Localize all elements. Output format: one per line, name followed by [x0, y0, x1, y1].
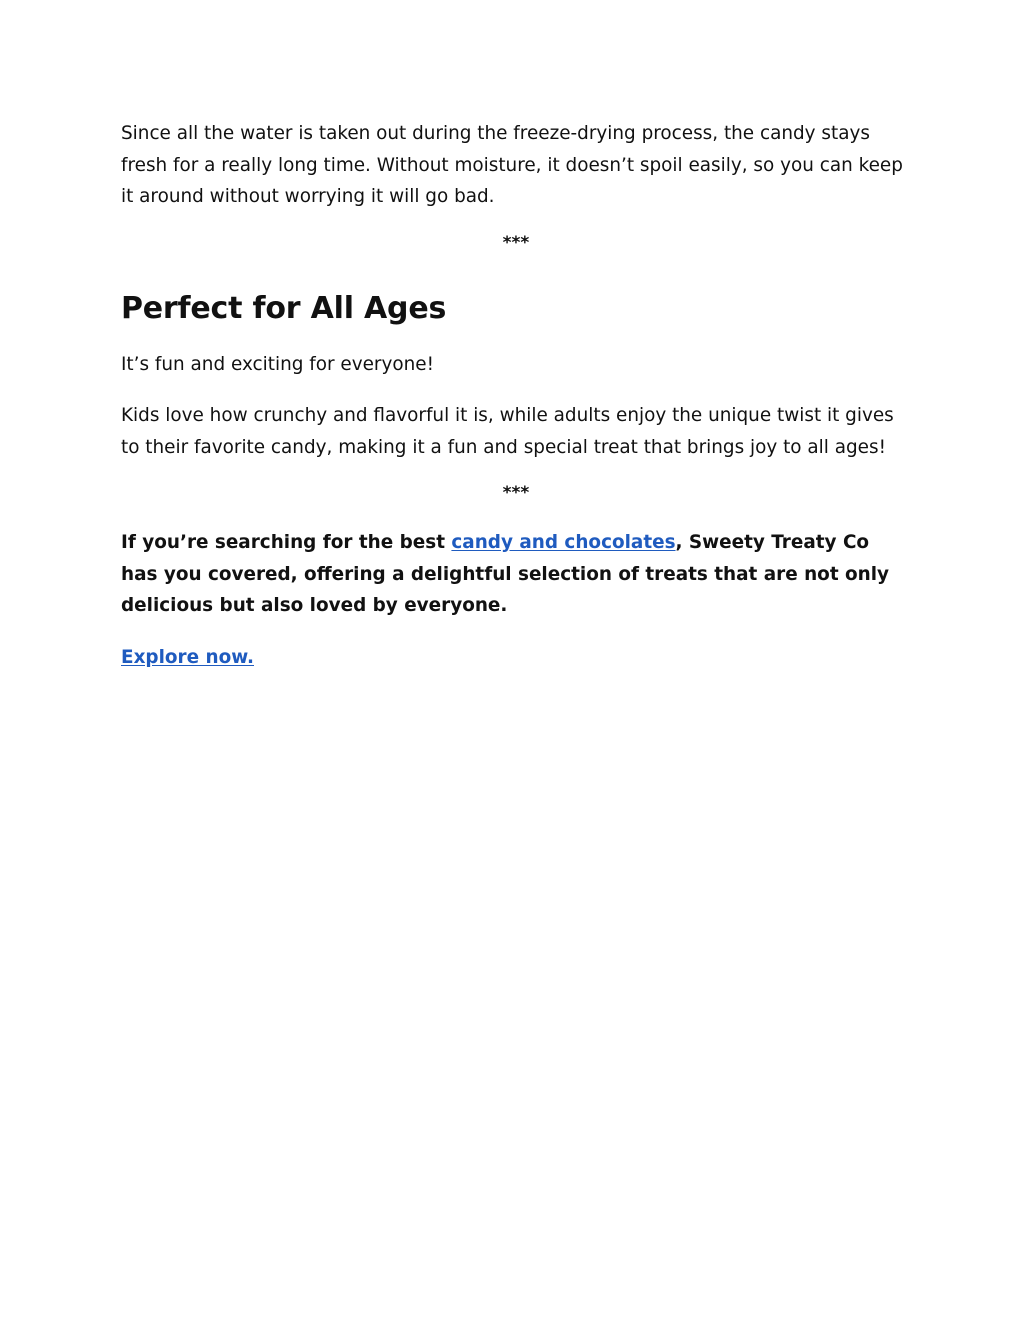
- section-separator-2: ***: [502, 483, 530, 503]
- explore-paragraph: [121, 642, 911, 674]
- paragraph-kids-adults: Kids love how crunchy and flavorful it is, while adults enjoy the unique twist it gives to their favorite candy, making it a fun and special treat that brings joy to all ages!: [121, 405, 894, 458]
- cta-suffix: , Sweety Treaty Co has you covered, offering a delightful selection of treats that are not only delicious but also loved by everyone.: [121, 532, 890, 616]
- paragraph-fun: It’s fun and exciting for everyone!: [121, 353, 434, 375]
- cta-prefix: If you’re searching for the best: [121, 532, 452, 553]
- section-heading: Perfect for All Ages: [121, 290, 447, 326]
- section-separator: ***: [502, 232, 530, 253]
- explore-now-link[interactable]: Explore now.: [121, 646, 254, 668]
- paragraph-freshness: Since all the water is taken out during the freeze-drying process, the candy stays fresh for a really long time. Without moisture, it doesn’t spoil easily, so you can keep it around without worrying it will go bad.: [121, 123, 903, 207]
- cta-paragraph: [121, 527, 911, 622]
- document-page: [121, 118, 911, 673]
- candy-chocolates-link[interactable]: candy and chocolates: [451, 532, 676, 553]
